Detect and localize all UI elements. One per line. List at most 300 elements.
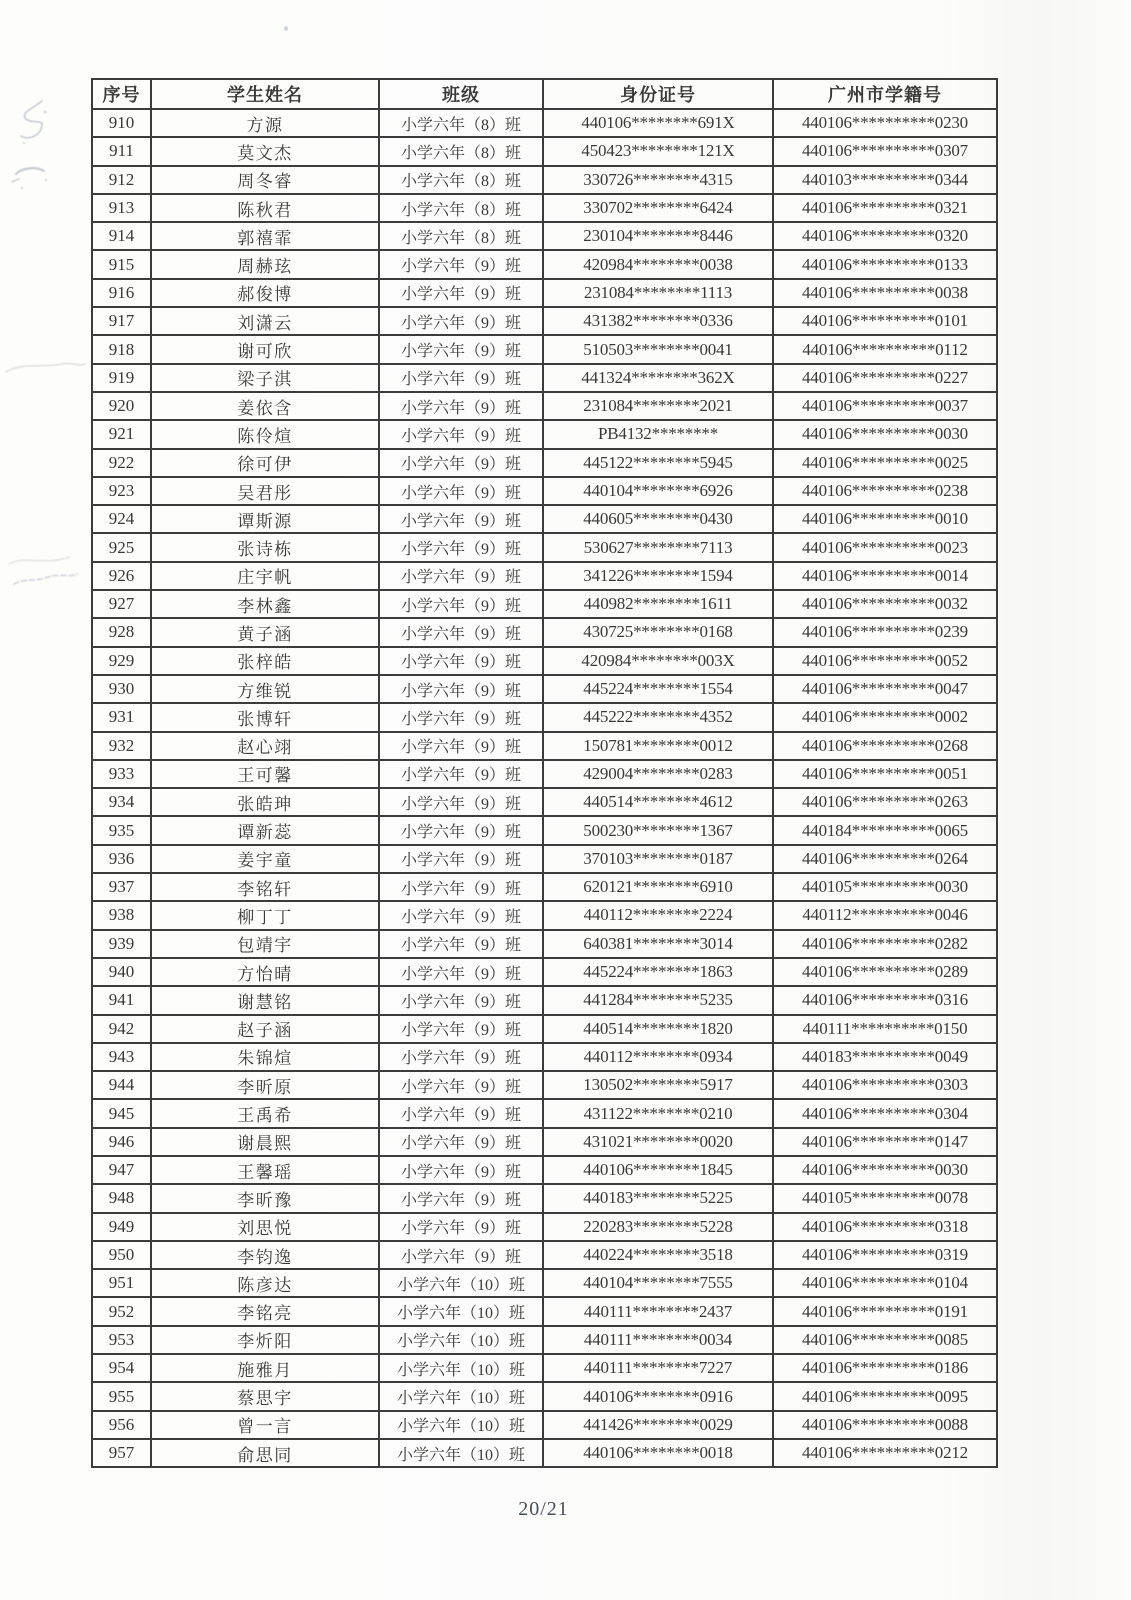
cell-no: 928 (92, 618, 151, 646)
cell-id_number: 440112********0934 (543, 1043, 773, 1071)
cell-class: 小学六年（9）班 (379, 788, 543, 816)
cell-class: 小学六年（9）班 (379, 760, 543, 788)
column-header-class: 班级 (379, 79, 543, 109)
cell-class: 小学六年（9）班 (379, 618, 543, 646)
cell-id_number: 440106********691X (543, 109, 773, 137)
table-row (92, 166, 997, 194)
cell-no: 946 (92, 1128, 151, 1156)
column-header-no: 序号 (92, 79, 151, 109)
cell-student_number: 440106**********0147 (773, 1128, 997, 1156)
cell-name: 陈秋君 (151, 194, 379, 222)
cell-class: 小学六年（9）班 (379, 647, 543, 675)
table-row (92, 590, 997, 618)
cell-name: 李铭亮 (151, 1297, 379, 1325)
cell-student_number: 440111**********0150 (773, 1015, 997, 1043)
table-row (92, 1354, 997, 1382)
cell-name: 赵子涵 (151, 1015, 379, 1043)
cell-class: 小学六年（9）班 (379, 420, 543, 448)
cell-name: 曾一言 (151, 1411, 379, 1439)
table-row (92, 137, 997, 165)
cell-no: 926 (92, 562, 151, 590)
cell-no: 948 (92, 1184, 151, 1212)
cell-class: 小学六年（9）班 (379, 364, 543, 392)
cell-name: 蔡思宇 (151, 1382, 379, 1410)
cell-id_number: 150781********0012 (543, 732, 773, 760)
cell-class: 小学六年（9）班 (379, 590, 543, 618)
cell-class: 小学六年（9）班 (379, 505, 543, 533)
table-row (92, 1043, 997, 1071)
header-row (92, 79, 997, 109)
column-header-name: 学生姓名 (151, 79, 379, 109)
table-row (92, 505, 997, 533)
cell-no: 921 (92, 420, 151, 448)
cell-student_number: 440106**********0032 (773, 590, 997, 618)
cell-student_number: 440106**********0268 (773, 732, 997, 760)
table-row (92, 760, 997, 788)
cell-no: 945 (92, 1099, 151, 1127)
cell-name: 李炘阳 (151, 1326, 379, 1354)
cell-student_number: 440106**********0212 (773, 1439, 997, 1467)
cell-id_number: 420984********003X (543, 647, 773, 675)
faint-scribble (2, 352, 88, 384)
cell-name: 方维锐 (151, 675, 379, 703)
cell-name: 莫文杰 (151, 137, 379, 165)
cell-class: 小学六年（9）班 (379, 675, 543, 703)
cell-class: 小学六年（9）班 (379, 1213, 543, 1241)
cell-id_number: 230104********8446 (543, 222, 773, 250)
table-row (92, 1213, 997, 1241)
cell-name: 柳丁丁 (151, 901, 379, 929)
table-row (92, 958, 997, 986)
table-row (92, 1071, 997, 1099)
cell-class: 小学六年（8）班 (379, 137, 543, 165)
cell-id_number: 440183********5225 (543, 1184, 773, 1212)
cell-no: 917 (92, 307, 151, 335)
cell-class: 小学六年（9）班 (379, 1071, 543, 1099)
cell-no: 947 (92, 1156, 151, 1184)
table-row (92, 1411, 997, 1439)
cell-name: 李昕原 (151, 1071, 379, 1099)
table-row (92, 1297, 997, 1325)
cell-name: 李林鑫 (151, 590, 379, 618)
cell-student_number: 440106**********0316 (773, 986, 997, 1014)
cell-no: 911 (92, 137, 151, 165)
table-row (92, 845, 997, 873)
cell-id_number: 431382********0336 (543, 307, 773, 335)
cell-id_number: 440104********6926 (543, 477, 773, 505)
table-row (92, 392, 997, 420)
cell-student_number: 440106**********0289 (773, 958, 997, 986)
table-row (92, 930, 997, 958)
cell-class: 小学六年（9）班 (379, 845, 543, 873)
cell-student_number: 440106**********0014 (773, 562, 997, 590)
cell-id_number: 440111********7227 (543, 1354, 773, 1382)
cell-class: 小学六年（9）班 (379, 307, 543, 335)
table-row (92, 307, 997, 335)
cell-id_number: 450423********121X (543, 137, 773, 165)
cell-class: 小学六年（9）班 (379, 1043, 543, 1071)
cell-class: 小学六年（9）班 (379, 392, 543, 420)
cell-student_number: 440106**********0303 (773, 1071, 997, 1099)
cell-no: 951 (92, 1269, 151, 1297)
cell-no: 922 (92, 449, 151, 477)
cell-no: 932 (92, 732, 151, 760)
cell-id_number: 341226********1594 (543, 562, 773, 590)
cell-id_number: 510503********0041 (543, 335, 773, 363)
cell-id_number: 440605********0430 (543, 505, 773, 533)
table-row (92, 1439, 997, 1467)
cell-id_number: 441324********362X (543, 364, 773, 392)
cell-id_number: 640381********3014 (543, 930, 773, 958)
cell-id_number: 231084********2021 (543, 392, 773, 420)
table-row (92, 477, 997, 505)
cell-student_number: 440106**********0104 (773, 1269, 997, 1297)
cell-id_number: 440111********0034 (543, 1326, 773, 1354)
table-row (92, 1269, 997, 1297)
cell-no: 919 (92, 364, 151, 392)
cell-class: 小学六年（10）班 (379, 1269, 543, 1297)
cell-class: 小学六年（9）班 (379, 703, 543, 731)
cell-no: 944 (92, 1071, 151, 1099)
cell-class: 小学六年（9）班 (379, 816, 543, 844)
cell-no: 936 (92, 845, 151, 873)
cell-id_number: 530627********7113 (543, 533, 773, 561)
cell-no: 939 (92, 930, 151, 958)
cell-student_number: 440106**********0030 (773, 1156, 997, 1184)
student-roster-table (91, 78, 998, 1468)
cell-class: 小学六年（9）班 (379, 1128, 543, 1156)
cell-class: 小学六年（9）班 (379, 901, 543, 929)
cell-name: 张诗栋 (151, 533, 379, 561)
cell-id_number: 220283********5228 (543, 1213, 773, 1241)
cell-id_number: 431021********0020 (543, 1128, 773, 1156)
cell-student_number: 440106**********0239 (773, 618, 997, 646)
cell-class: 小学六年（9）班 (379, 449, 543, 477)
cell-student_number: 440106**********0095 (773, 1382, 997, 1410)
cell-id_number: 440224********3518 (543, 1241, 773, 1269)
cell-id_number: 445224********1554 (543, 675, 773, 703)
cell-name: 王馨瑶 (151, 1156, 379, 1184)
cell-name: 黄子涵 (151, 618, 379, 646)
table-row (92, 1128, 997, 1156)
table-row (92, 279, 997, 307)
cell-name: 张博轩 (151, 703, 379, 731)
pencil-smudge (6, 148, 52, 194)
cell-name: 姜依含 (151, 392, 379, 420)
cell-name: 谭斯源 (151, 505, 379, 533)
cell-name: 陈伶煊 (151, 420, 379, 448)
cell-student_number: 440106**********0307 (773, 137, 997, 165)
cell-student_number: 440106**********0088 (773, 1411, 997, 1439)
cell-class: 小学六年（8）班 (379, 109, 543, 137)
cell-class: 小学六年（10）班 (379, 1326, 543, 1354)
table-row (92, 1015, 997, 1043)
cell-class: 小学六年（9）班 (379, 250, 543, 278)
cell-no: 931 (92, 703, 151, 731)
cell-class: 小学六年（9）班 (379, 1156, 543, 1184)
table-row (92, 1099, 997, 1127)
cell-name: 谭新蕊 (151, 816, 379, 844)
table-row (92, 194, 997, 222)
cell-no: 910 (92, 109, 151, 137)
cell-class: 小学六年（9）班 (379, 930, 543, 958)
cell-student_number: 440105**********0030 (773, 873, 997, 901)
cell-name: 刘潇云 (151, 307, 379, 335)
cell-id_number: 429004********0283 (543, 760, 773, 788)
table-row (92, 703, 997, 731)
cell-student_number: 440106**********0186 (773, 1354, 997, 1382)
cell-id_number: 440514********1820 (543, 1015, 773, 1043)
table-row (92, 250, 997, 278)
cell-student_number: 440106**********0318 (773, 1213, 997, 1241)
cell-id_number: 441284********5235 (543, 986, 773, 1014)
cell-name: 王可馨 (151, 760, 379, 788)
cell-no: 941 (92, 986, 151, 1014)
cell-no: 935 (92, 816, 151, 844)
cell-id_number: 431122********0210 (543, 1099, 773, 1127)
cell-no: 923 (92, 477, 151, 505)
cell-class: 小学六年（10）班 (379, 1297, 543, 1325)
cell-student_number: 440105**********0078 (773, 1184, 997, 1212)
cell-class: 小学六年（10）班 (379, 1411, 543, 1439)
cell-student_number: 440106**********0319 (773, 1241, 997, 1269)
cell-name: 方怡晴 (151, 958, 379, 986)
cell-class: 小学六年（9）班 (379, 1184, 543, 1212)
cell-id_number: 440106********0916 (543, 1382, 773, 1410)
cell-class: 小学六年（9）班 (379, 279, 543, 307)
cell-name: 周赫玹 (151, 250, 379, 278)
cell-class: 小学六年（9）班 (379, 732, 543, 760)
cell-student_number: 440106**********0321 (773, 194, 997, 222)
page-number: 20/21 (518, 1498, 569, 1520)
cell-no: 933 (92, 760, 151, 788)
cell-id_number: 440112********2224 (543, 901, 773, 929)
cell-name: 周冬睿 (151, 166, 379, 194)
cell-student_number: 440106**********0010 (773, 505, 997, 533)
table-row (92, 449, 997, 477)
cell-student_number: 440184**********0065 (773, 816, 997, 844)
table-row (92, 1241, 997, 1269)
cell-name: 谢晨熙 (151, 1128, 379, 1156)
cell-id_number: 440106********1845 (543, 1156, 773, 1184)
cell-no: 927 (92, 590, 151, 618)
table-row (92, 901, 997, 929)
cell-student_number: 440106**********0230 (773, 109, 997, 137)
cell-class: 小学六年（8）班 (379, 194, 543, 222)
cell-student_number: 440106**********0112 (773, 335, 997, 363)
table-row (92, 335, 997, 363)
scan-speck (284, 26, 288, 31)
cell-name: 俞思同 (151, 1439, 379, 1467)
cell-no: 930 (92, 675, 151, 703)
table-row (92, 109, 997, 137)
cell-student_number: 440112**********0046 (773, 901, 997, 929)
cell-student_number: 440106**********0085 (773, 1326, 997, 1354)
cell-class: 小学六年（10）班 (379, 1354, 543, 1382)
cell-id_number: 420984********0038 (543, 250, 773, 278)
cell-id_number: 440111********2437 (543, 1297, 773, 1325)
cell-student_number: 440106**********0047 (773, 675, 997, 703)
cell-class: 小学六年（9）班 (379, 533, 543, 561)
cell-id_number: 445222********4352 (543, 703, 773, 731)
cell-no: 950 (92, 1241, 151, 1269)
cell-no: 918 (92, 335, 151, 363)
cell-no: 920 (92, 392, 151, 420)
cell-student_number: 440183**********0049 (773, 1043, 997, 1071)
cell-no: 957 (92, 1439, 151, 1467)
pencil-smudge (12, 96, 54, 148)
faint-scribble (10, 568, 80, 590)
cell-no: 915 (92, 250, 151, 278)
cell-id_number: 445224********1863 (543, 958, 773, 986)
cell-name: 陈彦达 (151, 1269, 379, 1297)
cell-name: 张皓珅 (151, 788, 379, 816)
cell-id_number: 330726********4315 (543, 166, 773, 194)
cell-name: 方源 (151, 109, 379, 137)
cell-student_number: 440106**********0282 (773, 930, 997, 958)
cell-name: 谢可欣 (151, 335, 379, 363)
cell-id_number: 440982********1611 (543, 590, 773, 618)
table-row (92, 1156, 997, 1184)
table-row (92, 420, 997, 448)
cell-no: 943 (92, 1043, 151, 1071)
cell-no: 924 (92, 505, 151, 533)
cell-no: 934 (92, 788, 151, 816)
table-header (92, 79, 997, 109)
cell-name: 李昕豫 (151, 1184, 379, 1212)
table-row (92, 986, 997, 1014)
cell-student_number: 440106**********0038 (773, 279, 997, 307)
cell-id_number: 231084********1113 (543, 279, 773, 307)
cell-id_number: 440514********4612 (543, 788, 773, 816)
cell-no: 912 (92, 166, 151, 194)
cell-class: 小学六年（9）班 (379, 335, 543, 363)
table-row (92, 364, 997, 392)
cell-class: 小学六年（8）班 (379, 222, 543, 250)
cell-name: 施雅月 (151, 1354, 379, 1382)
cell-no: 916 (92, 279, 151, 307)
cell-no: 929 (92, 647, 151, 675)
cell-class: 小学六年（9）班 (379, 1099, 543, 1127)
cell-name: 梁子淇 (151, 364, 379, 392)
cell-name: 郝俊博 (151, 279, 379, 307)
table-row (92, 816, 997, 844)
cell-class: 小学六年（9）班 (379, 958, 543, 986)
cell-name: 庄宇帆 (151, 562, 379, 590)
cell-student_number: 440106**********0320 (773, 222, 997, 250)
cell-name: 李钧逸 (151, 1241, 379, 1269)
cell-name: 姜宇童 (151, 845, 379, 873)
table-row (92, 873, 997, 901)
cell-student_number: 440106**********0263 (773, 788, 997, 816)
cell-no: 940 (92, 958, 151, 986)
cell-id_number: 440104********7555 (543, 1269, 773, 1297)
table-row (92, 647, 997, 675)
cell-name: 王禹希 (151, 1099, 379, 1127)
cell-no: 955 (92, 1382, 151, 1410)
cell-student_number: 440106**********0037 (773, 392, 997, 420)
table-row (92, 675, 997, 703)
cell-student_number: 440106**********0227 (773, 364, 997, 392)
cell-id_number: 330702********6424 (543, 194, 773, 222)
cell-class: 小学六年（9）班 (379, 1241, 543, 1269)
table-row (92, 533, 997, 561)
cell-no: 952 (92, 1297, 151, 1325)
column-header-id_number: 身份证号 (543, 79, 773, 109)
table-row (92, 732, 997, 760)
cell-student_number: 440106**********0030 (773, 420, 997, 448)
cell-class: 小学六年（10）班 (379, 1382, 543, 1410)
cell-class: 小学六年（9）班 (379, 873, 543, 901)
cell-student_number: 440103**********0344 (773, 166, 997, 194)
cell-id_number: PB4132******** (543, 420, 773, 448)
cell-name: 郭禧霏 (151, 222, 379, 250)
column-header-student_number: 广州市学籍号 (773, 79, 997, 109)
cell-id_number: 445122********5945 (543, 449, 773, 477)
cell-student_number: 440106**********0133 (773, 250, 997, 278)
cell-name: 李铭轩 (151, 873, 379, 901)
cell-student_number: 440106**********0238 (773, 477, 997, 505)
cell-class: 小学六年（9）班 (379, 477, 543, 505)
cell-student_number: 440106**********0025 (773, 449, 997, 477)
table-row (92, 1382, 997, 1410)
cell-student_number: 440106**********0023 (773, 533, 997, 561)
table-row (92, 788, 997, 816)
cell-id_number: 370103********0187 (543, 845, 773, 873)
cell-student_number: 440106**********0101 (773, 307, 997, 335)
cell-name: 刘思悦 (151, 1213, 379, 1241)
cell-no: 938 (92, 901, 151, 929)
cell-name: 吴君彤 (151, 477, 379, 505)
cell-no: 937 (92, 873, 151, 901)
cell-student_number: 440106**********0052 (773, 647, 997, 675)
cell-name: 谢慧铭 (151, 986, 379, 1014)
cell-no: 942 (92, 1015, 151, 1043)
cell-student_number: 440106**********0191 (773, 1297, 997, 1325)
cell-id_number: 440106********0018 (543, 1439, 773, 1467)
cell-no: 953 (92, 1326, 151, 1354)
cell-name: 赵心翊 (151, 732, 379, 760)
cell-student_number: 440106**********0051 (773, 760, 997, 788)
cell-class: 小学六年（9）班 (379, 1015, 543, 1043)
cell-class: 小学六年（10）班 (379, 1439, 543, 1467)
cell-name: 张梓皓 (151, 647, 379, 675)
cell-name: 包靖宇 (151, 930, 379, 958)
cell-class: 小学六年（9）班 (379, 986, 543, 1014)
cell-no: 925 (92, 533, 151, 561)
table-row (92, 1184, 997, 1212)
cell-class: 小学六年（9）班 (379, 562, 543, 590)
cell-name: 朱锦煊 (151, 1043, 379, 1071)
cell-class: 小学六年（8）班 (379, 166, 543, 194)
table-row (92, 222, 997, 250)
cell-id_number: 130502********5917 (543, 1071, 773, 1099)
cell-student_number: 440106**********0264 (773, 845, 997, 873)
cell-id_number: 441426********0029 (543, 1411, 773, 1439)
cell-no: 913 (92, 194, 151, 222)
table-row (92, 562, 997, 590)
cell-name: 徐可伊 (151, 449, 379, 477)
cell-no: 914 (92, 222, 151, 250)
cell-id_number: 430725********0168 (543, 618, 773, 646)
cell-no: 956 (92, 1411, 151, 1439)
cell-id_number: 620121********6910 (543, 873, 773, 901)
table-row (92, 1326, 997, 1354)
table-row (92, 618, 997, 646)
cell-student_number: 440106**********0304 (773, 1099, 997, 1127)
cell-student_number: 440106**********0002 (773, 703, 997, 731)
cell-id_number: 500230********1367 (543, 816, 773, 844)
